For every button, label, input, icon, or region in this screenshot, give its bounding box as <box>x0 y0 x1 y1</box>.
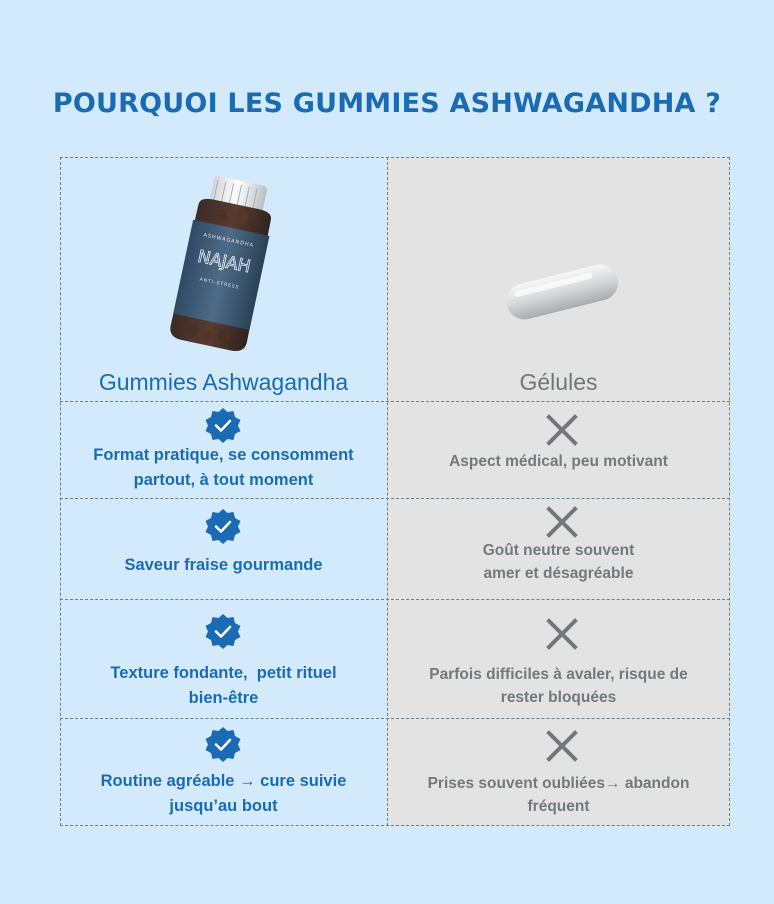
comparison-table <box>60 157 730 826</box>
svg-text:ANTI-STRESS: ANTI-STRESS <box>199 277 240 291</box>
drawback-text-line: Parfois difficiles à avaler, risque de <box>429 666 688 683</box>
drawback-text-line: Prises souvent oubliées→ abandon <box>427 775 690 792</box>
page-title: POURQUOI LES GUMMIES ASHWAGANDHA ? <box>52 88 722 119</box>
drawback-text-line: amer et désagréable <box>483 565 634 582</box>
benefit-text-line: Format pratique, se consomment <box>93 446 354 464</box>
benefit-text-line: Saveur fraise gourmande <box>124 556 323 574</box>
drawback-text-line: Aspect médical, peu motivant <box>449 453 668 470</box>
capsules-header: Gélules <box>519 369 598 395</box>
gummies-header: Gummies Ashwagandha <box>98 369 349 395</box>
benefit-text-line: Texture fondante, petit rituel <box>110 664 337 682</box>
drawback-text-line: Goût neutre souvent <box>482 542 635 559</box>
benefit-text-line: Routine agréable → cure suivie <box>100 772 347 790</box>
svg-text:NAJAH: NAJAH <box>195 246 253 278</box>
drawback-text-line: fréquent <box>527 798 590 815</box>
table-border <box>60 157 730 826</box>
benefit-text-line: bien-être <box>188 689 259 707</box>
drawback-text-line: rester bloquées <box>500 689 617 706</box>
benefit-text-line: jusqu’au bout <box>169 797 278 815</box>
svg-text:ASHWAGANDHA: ASHWAGANDHA <box>202 232 255 249</box>
benefit-text-line: partout, à tout moment <box>133 471 314 489</box>
